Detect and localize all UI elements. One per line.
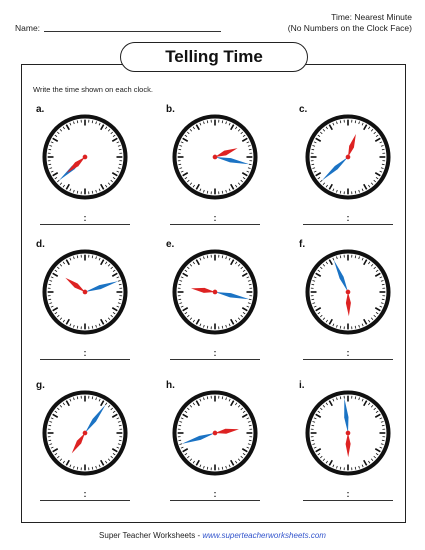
worksheet-topic bbox=[288, 12, 412, 34]
minute-tick bbox=[48, 164, 51, 165]
clock-center bbox=[213, 155, 218, 160]
minute-tick bbox=[355, 191, 356, 194]
minute-tick bbox=[48, 284, 51, 285]
answer-colon: : bbox=[213, 348, 217, 358]
name-line[interactable] bbox=[44, 31, 221, 32]
clock-center bbox=[346, 290, 351, 295]
footer-brand: Super Teacher Worksheets bbox=[99, 531, 196, 540]
minute-tick bbox=[340, 120, 341, 123]
minute-tick bbox=[48, 149, 51, 150]
answer-line[interactable] bbox=[303, 349, 393, 360]
minute-tick bbox=[119, 425, 122, 426]
minute-tick bbox=[77, 326, 78, 329]
minute-tick bbox=[77, 255, 78, 258]
clock-center bbox=[83, 155, 88, 160]
minute-tick bbox=[48, 299, 51, 300]
minute-tick bbox=[119, 164, 122, 165]
minute-tick bbox=[355, 120, 356, 123]
clock-label: e. bbox=[166, 239, 175, 250]
answer-line[interactable] bbox=[170, 214, 260, 225]
minute-tick bbox=[77, 396, 78, 399]
clock-label: c. bbox=[299, 104, 308, 115]
answer-colon: : bbox=[346, 348, 350, 358]
minute-tick bbox=[311, 164, 314, 165]
answer-colon: : bbox=[83, 348, 87, 358]
footer-link[interactable]: www.superteacherworksheets.com bbox=[202, 531, 326, 540]
minute-tick bbox=[311, 299, 314, 300]
clock-center bbox=[213, 431, 218, 436]
minute-tick bbox=[222, 120, 223, 123]
minute-tick bbox=[92, 120, 93, 123]
clock-label: g. bbox=[36, 380, 45, 391]
minute-tick bbox=[178, 425, 181, 426]
analog-clock bbox=[170, 247, 260, 337]
minute-tick bbox=[355, 326, 356, 329]
minute-tick bbox=[222, 255, 223, 258]
minute-tick bbox=[92, 396, 93, 399]
minute-tick bbox=[119, 149, 122, 150]
minute-tick bbox=[311, 149, 314, 150]
clock-center bbox=[213, 290, 218, 295]
minute-tick bbox=[178, 299, 181, 300]
minute-tick bbox=[340, 255, 341, 258]
answer-colon: : bbox=[213, 489, 217, 499]
answer-colon: : bbox=[83, 213, 87, 223]
minute-tick bbox=[382, 440, 385, 441]
clock-label: d. bbox=[36, 239, 45, 250]
minute-tick bbox=[355, 396, 356, 399]
answer-colon: : bbox=[346, 489, 350, 499]
answer-line[interactable] bbox=[40, 349, 130, 360]
minute-tick bbox=[355, 467, 356, 470]
answer-colon: : bbox=[83, 489, 87, 499]
minute-tick bbox=[207, 467, 208, 470]
minute-tick bbox=[340, 396, 341, 399]
clock-center bbox=[346, 431, 351, 436]
minute-tick bbox=[340, 326, 341, 329]
topic-text: Time: Nearest Minute bbox=[331, 12, 412, 22]
minute-tick bbox=[92, 326, 93, 329]
minute-tick bbox=[382, 425, 385, 426]
minute-tick bbox=[92, 255, 93, 258]
minute-tick bbox=[92, 191, 93, 194]
answer-line[interactable] bbox=[170, 490, 260, 501]
clock-label: i. bbox=[299, 380, 305, 391]
name-label: Name: bbox=[15, 23, 41, 33]
clock-label: a. bbox=[36, 104, 45, 115]
clock-center bbox=[346, 155, 351, 160]
minute-tick bbox=[119, 284, 122, 285]
answer-line[interactable] bbox=[40, 490, 130, 501]
minute-tick bbox=[222, 467, 223, 470]
minute-tick bbox=[178, 440, 181, 441]
clock-label: b. bbox=[166, 104, 175, 115]
minute-tick bbox=[207, 396, 208, 399]
minute-tick bbox=[355, 255, 356, 258]
analog-clock bbox=[303, 247, 393, 337]
minute-tick bbox=[77, 467, 78, 470]
minute-tick bbox=[382, 164, 385, 165]
instructions: Write the time shown on each clock. bbox=[33, 85, 153, 94]
analog-clock bbox=[170, 112, 260, 202]
minute-tick bbox=[48, 440, 51, 441]
minute-tick bbox=[382, 299, 385, 300]
minute-tick bbox=[249, 440, 252, 441]
answer-line[interactable] bbox=[40, 214, 130, 225]
answer-colon: : bbox=[346, 213, 350, 223]
minute-tick bbox=[207, 120, 208, 123]
minute-tick bbox=[311, 425, 314, 426]
clock-center bbox=[83, 431, 88, 436]
answer-colon: : bbox=[213, 213, 217, 223]
clock-label: h. bbox=[166, 380, 175, 391]
minute-tick bbox=[249, 425, 252, 426]
minute-tick bbox=[382, 149, 385, 150]
minute-tick bbox=[222, 396, 223, 399]
minute-tick bbox=[249, 284, 252, 285]
footer-separator: - bbox=[195, 531, 203, 540]
footer bbox=[0, 531, 425, 540]
answer-line[interactable] bbox=[303, 490, 393, 501]
minute-tick bbox=[207, 255, 208, 258]
minute-tick bbox=[178, 284, 181, 285]
minute-tick bbox=[48, 425, 51, 426]
minute-tick bbox=[178, 149, 181, 150]
minute-tick bbox=[119, 299, 122, 300]
analog-clock bbox=[40, 388, 130, 478]
minute-tick bbox=[340, 191, 341, 194]
minute-tick bbox=[249, 149, 252, 150]
minute-tick bbox=[311, 440, 314, 441]
minute-tick bbox=[207, 326, 208, 329]
analog-clock bbox=[303, 388, 393, 478]
worksheet-title: Telling Time bbox=[120, 42, 308, 72]
minute-tick bbox=[92, 467, 93, 470]
minute-tick bbox=[77, 120, 78, 123]
minute-tick bbox=[222, 326, 223, 329]
minute-tick bbox=[340, 467, 341, 470]
answer-line[interactable] bbox=[303, 214, 393, 225]
minute-tick bbox=[77, 191, 78, 194]
clock-center bbox=[83, 290, 88, 295]
minute-tick bbox=[311, 284, 314, 285]
analog-clock bbox=[40, 112, 130, 202]
minute-tick bbox=[178, 164, 181, 165]
minute-tick bbox=[382, 284, 385, 285]
minute-tick bbox=[119, 440, 122, 441]
minute-tick bbox=[222, 191, 223, 194]
minute-tick bbox=[207, 191, 208, 194]
analog-clock bbox=[170, 388, 260, 478]
clock-label: f. bbox=[299, 239, 306, 250]
answer-line[interactable] bbox=[170, 349, 260, 360]
analog-clock bbox=[40, 247, 130, 337]
subtopic-text: (No Numbers on the Clock Face) bbox=[287, 23, 412, 33]
analog-clock bbox=[303, 112, 393, 202]
